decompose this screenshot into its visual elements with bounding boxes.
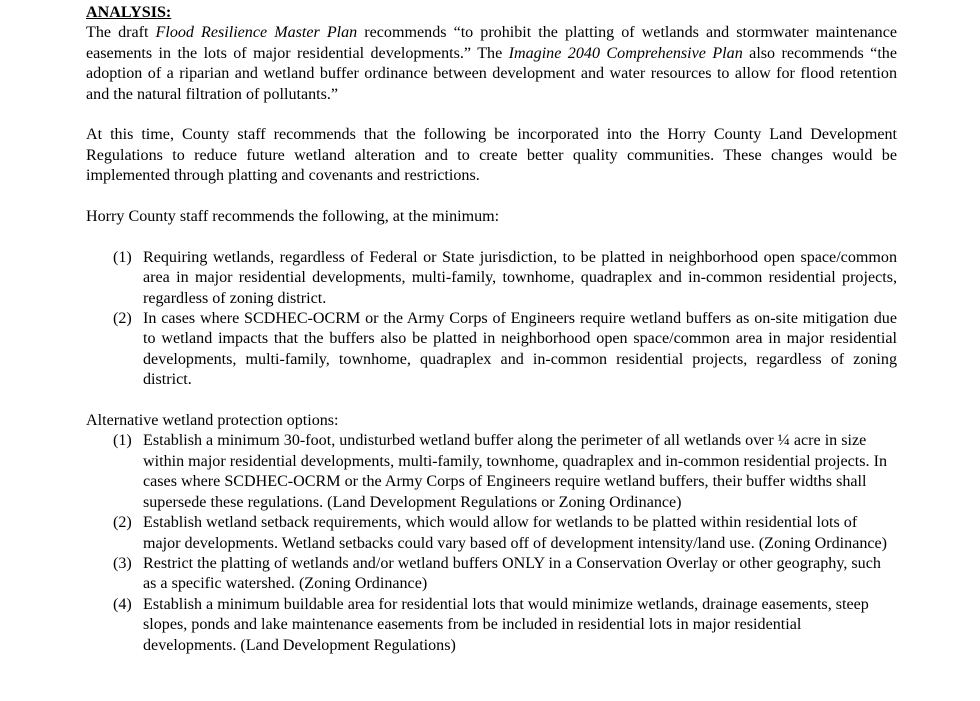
analysis-paragraph <box>86 23 897 105</box>
document-page <box>86 3 897 656</box>
analysis-text-2: recommends “to prohibit the platting of wetlands and stormwater maintenance easements in the lots of major residential developments.” The <box>86 24 897 62</box>
paragraph-spacer <box>86 391 897 411</box>
alternative-options-list <box>86 431 897 655</box>
item-number: (4) <box>113 595 132 613</box>
section-heading: ANALYSIS: <box>86 4 172 21</box>
item-number: (3) <box>113 554 132 572</box>
plan-title-flood-resilience: Flood Resilience Master Plan <box>155 24 358 42</box>
analysis-text-3: also recommends “the adoption of a riparian and wetland buffer ordinance between development and water resources to allow for flood retention and the natural filtration of pollutants.” <box>86 44 897 103</box>
alternative-item <box>86 554 888 595</box>
staff-recommendation-paragraph: At this time, County staff recommends that the following be incorporated into the Horry County Land Development Regulations to reduce future wetland alteration and to create better quality communities. These changes would be implemented through platting and covenants and restrictions. <box>86 126 897 185</box>
item-text: Establish a minimum 30-foot, undisturbed wetland buffer along the perimeter of all wetlands over ¼ acre in size within major residential developments, multi-family, townhome, quadraplex and in-common residential projects. In cases where SCDHEC-OCRM or the Army Corps of Engineers require wetland buffers, their buffer widths shall supersede these regulations. (Land Development Regulations or Zoning Ordinance) <box>143 432 887 511</box>
recommendation-item <box>86 309 897 391</box>
recommendation-item <box>86 248 897 309</box>
item-number: (2) <box>113 514 132 532</box>
item-number: (2) <box>113 310 132 328</box>
paragraph-spacer <box>86 187 897 207</box>
item-number: (1) <box>113 432 132 450</box>
item-text: Establish a minimum buildable area for residential lots that would minimize wetlands, drainage easements, steep slopes, ponds and lake maintenance easements from be included in residential lots in major residential developments. (Land Development Regulations) <box>143 595 869 654</box>
item-text: In cases where SCDHEC-OCRM or the Army Corps of Engineers require wetland buffers as on-site mitigation due to wetland impacts that the buffers also be platted in neighborhood open space/common area in major residential developments, multi-family, townhome, quadraplex and in-common residential projects, regardless of zoning district. <box>143 310 897 389</box>
minimum-recommendation-intro: Horry County staff recommends the following, at the minimum: <box>86 208 500 226</box>
analysis-text-1: The draft <box>86 24 156 42</box>
alternative-item <box>86 431 888 513</box>
item-text: Requiring wetlands, regardless of Federal or State jurisdiction, to be platted in neighborhood open space/common area in major residential developments, multi-family, townhome, quadraplex and in-common residential projects, regardless of zoning district. <box>143 248 897 307</box>
alternative-item <box>86 513 888 554</box>
alternative-options-heading: Alternative wetland protection options: <box>86 412 339 430</box>
paragraph-spacer <box>86 105 897 125</box>
recommendation-list <box>86 248 897 391</box>
item-text: Establish wetland setback requirements, which would allow for wetlands to be platted within residential lots of major developments. Wetland setbacks could vary based off of development intensity/land use. (Zoning Ordinance) <box>143 514 888 552</box>
plan-title-imagine-2040: Imagine 2040 Comprehensive Plan <box>508 44 743 62</box>
item-number: (1) <box>113 248 132 266</box>
alternative-item <box>86 595 888 656</box>
paragraph-spacer <box>86 227 897 247</box>
item-text: Restrict the platting of wetlands and/or wetland buffers ONLY in a Conservation Overlay or other geography, such as a specific watershed. (Zoning Ordinance) <box>143 554 881 593</box>
